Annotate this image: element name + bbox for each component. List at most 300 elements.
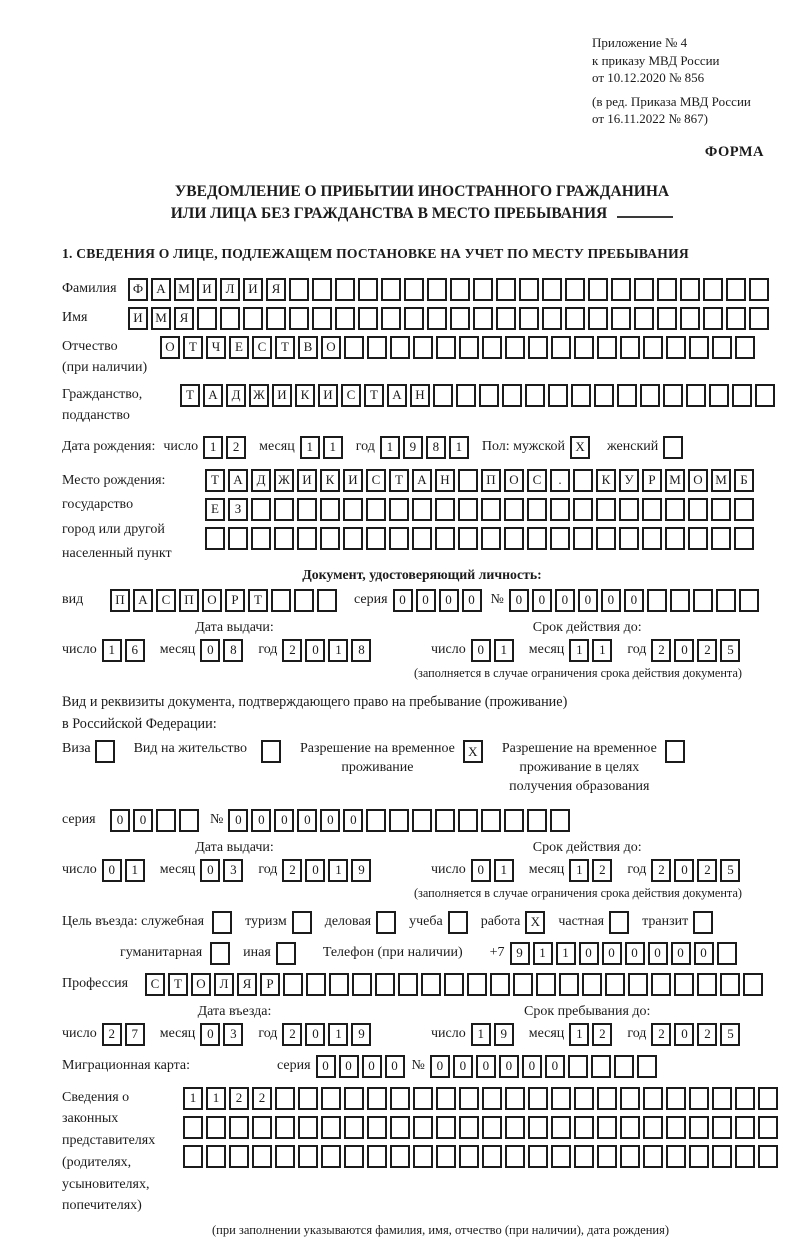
char-cell[interactable]: 0 <box>200 639 220 662</box>
char-cell[interactable]: Е <box>205 498 225 521</box>
char-cell[interactable]: Т <box>180 384 200 407</box>
char-cell[interactable] <box>275 1087 295 1110</box>
char-cell[interactable] <box>404 278 424 301</box>
char-cell[interactable]: Д <box>251 469 271 492</box>
char-cell[interactable] <box>640 384 660 407</box>
char-cell[interactable]: С <box>366 469 386 492</box>
char-cell[interactable] <box>519 307 539 330</box>
char-cell[interactable]: 5 <box>720 859 740 882</box>
char-cell[interactable]: 0 <box>509 589 529 612</box>
char-cell[interactable] <box>734 527 754 550</box>
char-cell[interactable]: 0 <box>305 639 325 662</box>
char-cell[interactable]: И <box>297 469 317 492</box>
char-cell[interactable] <box>596 527 616 550</box>
char-cell[interactable]: З <box>228 498 248 521</box>
char-cell[interactable]: О <box>160 336 180 359</box>
char-cell[interactable] <box>758 1087 778 1110</box>
char-cell[interactable] <box>366 527 386 550</box>
char-cell[interactable] <box>574 1087 594 1110</box>
char-cell[interactable] <box>703 307 723 330</box>
char-cell[interactable] <box>376 911 396 934</box>
char-cell[interactable] <box>749 307 769 330</box>
char-cell[interactable] <box>436 336 456 359</box>
char-cell[interactable] <box>390 1116 410 1139</box>
char-cell[interactable] <box>689 1116 709 1139</box>
char-cell[interactable] <box>459 1087 479 1110</box>
char-cell[interactable] <box>582 973 602 996</box>
char-cell[interactable] <box>505 1116 525 1139</box>
char-cell[interactable] <box>620 336 640 359</box>
char-cell[interactable]: О <box>688 469 708 492</box>
char-cell[interactable]: 0 <box>674 859 694 882</box>
char-cell[interactable] <box>390 1145 410 1168</box>
char-cell[interactable] <box>628 973 648 996</box>
char-cell[interactable] <box>473 307 493 330</box>
char-cell[interactable]: 2 <box>651 639 671 662</box>
char-cell[interactable]: 9 <box>510 942 530 965</box>
char-cell[interactable] <box>739 589 759 612</box>
char-cell[interactable] <box>504 527 524 550</box>
char-cell[interactable] <box>389 809 409 832</box>
char-cell[interactable] <box>366 809 386 832</box>
char-cell[interactable] <box>381 278 401 301</box>
char-cell[interactable]: Р <box>225 589 245 612</box>
char-cell[interactable] <box>665 740 685 763</box>
char-cell[interactable]: 0 <box>339 1055 359 1078</box>
char-cell[interactable] <box>594 384 614 407</box>
char-cell[interactable] <box>367 1087 387 1110</box>
char-cell[interactable]: 1 <box>328 639 348 662</box>
char-cell[interactable] <box>412 809 432 832</box>
char-cell[interactable]: 0 <box>133 809 153 832</box>
char-cell[interactable] <box>179 809 199 832</box>
char-cell[interactable]: Ч <box>206 336 226 359</box>
char-cell[interactable] <box>367 1145 387 1168</box>
char-cell[interactable]: 0 <box>545 1055 565 1078</box>
char-cell[interactable] <box>482 1116 502 1139</box>
char-cell[interactable]: X <box>463 740 483 763</box>
char-cell[interactable]: 8 <box>223 639 243 662</box>
char-cell[interactable] <box>680 307 700 330</box>
char-cell[interactable] <box>413 1145 433 1168</box>
char-cell[interactable] <box>266 307 286 330</box>
char-cell[interactable] <box>343 498 363 521</box>
char-cell[interactable]: 5 <box>720 639 740 662</box>
char-cell[interactable]: 0 <box>499 1055 519 1078</box>
char-cell[interactable] <box>749 278 769 301</box>
char-cell[interactable] <box>665 527 685 550</box>
char-cell[interactable]: 0 <box>316 1055 336 1078</box>
char-cell[interactable] <box>481 498 501 521</box>
char-cell[interactable] <box>427 278 447 301</box>
char-cell[interactable]: 5 <box>720 1023 740 1046</box>
char-cell[interactable] <box>716 589 736 612</box>
char-cell[interactable]: 1 <box>328 1023 348 1046</box>
char-cell[interactable] <box>343 527 363 550</box>
char-cell[interactable]: 2 <box>592 1023 612 1046</box>
char-cell[interactable] <box>758 1145 778 1168</box>
char-cell[interactable] <box>726 307 746 330</box>
char-cell[interactable]: 1 <box>592 639 612 662</box>
char-cell[interactable] <box>720 973 740 996</box>
char-cell[interactable] <box>320 498 340 521</box>
char-cell[interactable] <box>389 527 409 550</box>
char-cell[interactable]: 0 <box>522 1055 542 1078</box>
char-cell[interactable]: 0 <box>579 942 599 965</box>
char-cell[interactable] <box>481 527 501 550</box>
char-cell[interactable] <box>381 307 401 330</box>
char-cell[interactable] <box>709 384 729 407</box>
char-cell[interactable] <box>306 973 326 996</box>
char-cell[interactable] <box>448 911 468 934</box>
char-cell[interactable]: 9 <box>494 1023 514 1046</box>
char-cell[interactable]: 1 <box>206 1087 226 1110</box>
char-cell[interactable] <box>663 384 683 407</box>
char-cell[interactable]: 2 <box>282 1023 302 1046</box>
char-cell[interactable]: 2 <box>697 1023 717 1046</box>
char-cell[interactable]: 0 <box>601 589 621 612</box>
char-cell[interactable]: 1 <box>556 942 576 965</box>
char-cell[interactable] <box>479 384 499 407</box>
char-cell[interactable] <box>527 527 547 550</box>
char-cell[interactable] <box>657 307 677 330</box>
char-cell[interactable]: 0 <box>430 1055 450 1078</box>
char-cell[interactable]: 2 <box>102 1023 122 1046</box>
char-cell[interactable]: 0 <box>674 1023 694 1046</box>
char-cell[interactable] <box>412 498 432 521</box>
char-cell[interactable] <box>568 1055 588 1078</box>
char-cell[interactable]: 0 <box>274 809 294 832</box>
char-cell[interactable] <box>620 1116 640 1139</box>
char-cell[interactable] <box>597 1145 617 1168</box>
char-cell[interactable] <box>289 278 309 301</box>
char-cell[interactable] <box>550 809 570 832</box>
char-cell[interactable] <box>528 336 548 359</box>
char-cell[interactable] <box>183 1116 203 1139</box>
char-cell[interactable] <box>505 1087 525 1110</box>
char-cell[interactable] <box>229 1145 249 1168</box>
char-cell[interactable] <box>298 1145 318 1168</box>
char-cell[interactable]: 1 <box>569 1023 589 1046</box>
char-cell[interactable] <box>292 911 312 934</box>
char-cell[interactable] <box>206 1116 226 1139</box>
char-cell[interactable]: С <box>527 469 547 492</box>
char-cell[interactable]: И <box>243 278 263 301</box>
char-cell[interactable] <box>551 1087 571 1110</box>
char-cell[interactable] <box>229 1116 249 1139</box>
char-cell[interactable]: 0 <box>625 942 645 965</box>
char-cell[interactable]: 2 <box>282 639 302 662</box>
char-cell[interactable] <box>358 278 378 301</box>
char-cell[interactable] <box>456 384 476 407</box>
char-cell[interactable]: 2 <box>226 436 246 459</box>
char-cell[interactable]: 0 <box>200 859 220 882</box>
char-cell[interactable]: 0 <box>385 1055 405 1078</box>
char-cell[interactable] <box>297 498 317 521</box>
char-cell[interactable] <box>274 498 294 521</box>
char-cell[interactable]: 8 <box>351 639 371 662</box>
char-cell[interactable]: Я <box>174 307 194 330</box>
char-cell[interactable]: О <box>191 973 211 996</box>
char-cell[interactable]: И <box>343 469 363 492</box>
char-cell[interactable] <box>609 911 629 934</box>
char-cell[interactable] <box>427 307 447 330</box>
char-cell[interactable] <box>329 973 349 996</box>
char-cell[interactable] <box>210 942 230 965</box>
char-cell[interactable]: И <box>272 384 292 407</box>
char-cell[interactable] <box>643 1116 663 1139</box>
char-cell[interactable] <box>674 973 694 996</box>
char-cell[interactable]: 1 <box>533 942 553 965</box>
char-cell[interactable]: Т <box>168 973 188 996</box>
char-cell[interactable] <box>734 498 754 521</box>
char-cell[interactable] <box>433 384 453 407</box>
char-cell[interactable] <box>525 384 545 407</box>
char-cell[interactable] <box>458 469 478 492</box>
char-cell[interactable]: 2 <box>282 859 302 882</box>
char-cell[interactable]: 0 <box>362 1055 382 1078</box>
char-cell[interactable] <box>666 336 686 359</box>
char-cell[interactable] <box>559 973 579 996</box>
char-cell[interactable]: 0 <box>671 942 691 965</box>
char-cell[interactable] <box>390 336 410 359</box>
char-cell[interactable] <box>688 498 708 521</box>
char-cell[interactable]: С <box>341 384 361 407</box>
char-cell[interactable]: 1 <box>203 436 223 459</box>
char-cell[interactable] <box>413 1087 433 1110</box>
char-cell[interactable] <box>321 1116 341 1139</box>
char-cell[interactable] <box>321 1145 341 1168</box>
char-cell[interactable] <box>505 1145 525 1168</box>
char-cell[interactable]: М <box>665 469 685 492</box>
char-cell[interactable]: Л <box>220 278 240 301</box>
char-cell[interactable] <box>528 1145 548 1168</box>
char-cell[interactable]: У <box>619 469 639 492</box>
char-cell[interactable] <box>717 942 737 965</box>
char-cell[interactable] <box>275 1145 295 1168</box>
char-cell[interactable] <box>643 1087 663 1110</box>
char-cell[interactable]: 0 <box>416 589 436 612</box>
char-cell[interactable]: 0 <box>320 809 340 832</box>
char-cell[interactable] <box>666 1087 686 1110</box>
char-cell[interactable]: С <box>252 336 272 359</box>
char-cell[interactable]: О <box>202 589 222 612</box>
char-cell[interactable]: X <box>570 436 590 459</box>
char-cell[interactable]: 0 <box>674 639 694 662</box>
char-cell[interactable]: Б <box>734 469 754 492</box>
char-cell[interactable] <box>435 498 455 521</box>
char-cell[interactable] <box>574 1145 594 1168</box>
char-cell[interactable]: Ж <box>274 469 294 492</box>
char-cell[interactable] <box>712 1116 732 1139</box>
char-cell[interactable] <box>436 1116 456 1139</box>
char-cell[interactable]: М <box>711 469 731 492</box>
char-cell[interactable] <box>482 1087 502 1110</box>
char-cell[interactable] <box>197 307 217 330</box>
char-cell[interactable] <box>597 336 617 359</box>
char-cell[interactable] <box>689 1087 709 1110</box>
char-cell[interactable]: 9 <box>403 436 423 459</box>
char-cell[interactable] <box>251 527 271 550</box>
char-cell[interactable]: К <box>596 469 616 492</box>
char-cell[interactable] <box>274 527 294 550</box>
char-cell[interactable] <box>321 1087 341 1110</box>
char-cell[interactable]: Р <box>260 973 280 996</box>
char-cell[interactable] <box>367 336 387 359</box>
char-cell[interactable] <box>352 973 372 996</box>
char-cell[interactable]: X <box>525 911 545 934</box>
char-cell[interactable]: 0 <box>624 589 644 612</box>
char-cell[interactable] <box>271 589 291 612</box>
char-cell[interactable]: 0 <box>694 942 714 965</box>
char-cell[interactable] <box>703 278 723 301</box>
char-cell[interactable] <box>542 278 562 301</box>
char-cell[interactable] <box>473 278 493 301</box>
char-cell[interactable] <box>758 1116 778 1139</box>
char-cell[interactable] <box>550 498 570 521</box>
char-cell[interactable] <box>619 498 639 521</box>
char-cell[interactable] <box>712 1145 732 1168</box>
char-cell[interactable]: И <box>318 384 338 407</box>
char-cell[interactable] <box>289 307 309 330</box>
char-cell[interactable] <box>573 469 593 492</box>
char-cell[interactable] <box>620 1145 640 1168</box>
char-cell[interactable] <box>617 384 637 407</box>
char-cell[interactable]: Т <box>364 384 384 407</box>
char-cell[interactable] <box>459 1116 479 1139</box>
char-cell[interactable]: С <box>145 973 165 996</box>
char-cell[interactable]: К <box>320 469 340 492</box>
char-cell[interactable]: К <box>295 384 315 407</box>
char-cell[interactable] <box>712 1087 732 1110</box>
char-cell[interactable] <box>283 973 303 996</box>
char-cell[interactable] <box>542 307 562 330</box>
char-cell[interactable] <box>496 307 516 330</box>
char-cell[interactable] <box>574 336 594 359</box>
char-cell[interactable] <box>95 740 115 763</box>
char-cell[interactable]: 7 <box>125 1023 145 1046</box>
char-cell[interactable]: 0 <box>578 589 598 612</box>
char-cell[interactable]: 0 <box>453 1055 473 1078</box>
char-cell[interactable]: 0 <box>393 589 413 612</box>
char-cell[interactable] <box>458 527 478 550</box>
char-cell[interactable] <box>344 1145 364 1168</box>
char-cell[interactable]: 8 <box>426 436 446 459</box>
char-cell[interactable] <box>459 336 479 359</box>
char-cell[interactable] <box>597 1087 617 1110</box>
char-cell[interactable]: 1 <box>125 859 145 882</box>
char-cell[interactable] <box>551 1145 571 1168</box>
char-cell[interactable] <box>389 498 409 521</box>
char-cell[interactable] <box>502 384 522 407</box>
char-cell[interactable] <box>527 809 547 832</box>
char-cell[interactable] <box>519 278 539 301</box>
char-cell[interactable]: 0 <box>462 589 482 612</box>
char-cell[interactable] <box>611 278 631 301</box>
char-cell[interactable] <box>297 527 317 550</box>
char-cell[interactable] <box>548 384 568 407</box>
char-cell[interactable] <box>591 1055 611 1078</box>
char-cell[interactable] <box>711 498 731 521</box>
char-cell[interactable] <box>252 1145 272 1168</box>
char-cell[interactable]: Я <box>237 973 257 996</box>
char-cell[interactable]: 2 <box>252 1087 272 1110</box>
char-cell[interactable] <box>482 1145 502 1168</box>
char-cell[interactable]: 1 <box>183 1087 203 1110</box>
char-cell[interactable]: Т <box>275 336 295 359</box>
char-cell[interactable] <box>366 498 386 521</box>
char-cell[interactable] <box>344 1087 364 1110</box>
char-cell[interactable] <box>276 942 296 965</box>
char-cell[interactable]: 2 <box>697 639 717 662</box>
char-cell[interactable] <box>294 589 314 612</box>
char-cell[interactable] <box>651 973 671 996</box>
char-cell[interactable] <box>588 278 608 301</box>
char-cell[interactable]: П <box>179 589 199 612</box>
char-cell[interactable]: 0 <box>476 1055 496 1078</box>
char-cell[interactable] <box>156 809 176 832</box>
char-cell[interactable] <box>735 1145 755 1168</box>
char-cell[interactable]: А <box>228 469 248 492</box>
char-cell[interactable] <box>666 1145 686 1168</box>
char-cell[interactable] <box>686 384 706 407</box>
char-cell[interactable]: 0 <box>305 1023 325 1046</box>
char-cell[interactable]: А <box>412 469 432 492</box>
char-cell[interactable]: 0 <box>555 589 575 612</box>
char-cell[interactable] <box>344 1116 364 1139</box>
char-cell[interactable] <box>490 973 510 996</box>
char-cell[interactable] <box>634 307 654 330</box>
char-cell[interactable] <box>467 973 487 996</box>
char-cell[interactable] <box>743 973 763 996</box>
char-cell[interactable]: 0 <box>471 639 491 662</box>
char-cell[interactable]: Т <box>389 469 409 492</box>
char-cell[interactable] <box>605 973 625 996</box>
char-cell[interactable] <box>573 527 593 550</box>
char-cell[interactable]: А <box>151 278 171 301</box>
char-cell[interactable] <box>228 527 248 550</box>
char-cell[interactable]: 0 <box>297 809 317 832</box>
char-cell[interactable]: П <box>110 589 130 612</box>
char-cell[interactable] <box>504 809 524 832</box>
char-cell[interactable] <box>344 336 364 359</box>
char-cell[interactable] <box>459 1145 479 1168</box>
char-cell[interactable] <box>565 307 585 330</box>
char-cell[interactable]: Д <box>226 384 246 407</box>
char-cell[interactable] <box>735 336 755 359</box>
char-cell[interactable] <box>436 1087 456 1110</box>
char-cell[interactable] <box>551 1116 571 1139</box>
char-cell[interactable]: А <box>203 384 223 407</box>
char-cell[interactable] <box>665 498 685 521</box>
char-cell[interactable]: Я <box>266 278 286 301</box>
char-cell[interactable]: 1 <box>569 639 589 662</box>
char-cell[interactable] <box>481 809 501 832</box>
char-cell[interactable]: 2 <box>651 1023 671 1046</box>
char-cell[interactable] <box>689 1145 709 1168</box>
char-cell[interactable] <box>335 307 355 330</box>
char-cell[interactable]: 1 <box>569 859 589 882</box>
char-cell[interactable]: Л <box>214 973 234 996</box>
char-cell[interactable] <box>435 527 455 550</box>
char-cell[interactable] <box>619 527 639 550</box>
char-cell[interactable]: Т <box>183 336 203 359</box>
char-cell[interactable] <box>565 278 585 301</box>
char-cell[interactable]: 0 <box>343 809 363 832</box>
char-cell[interactable] <box>647 589 667 612</box>
char-cell[interactable]: . <box>550 469 570 492</box>
char-cell[interactable] <box>206 1145 226 1168</box>
